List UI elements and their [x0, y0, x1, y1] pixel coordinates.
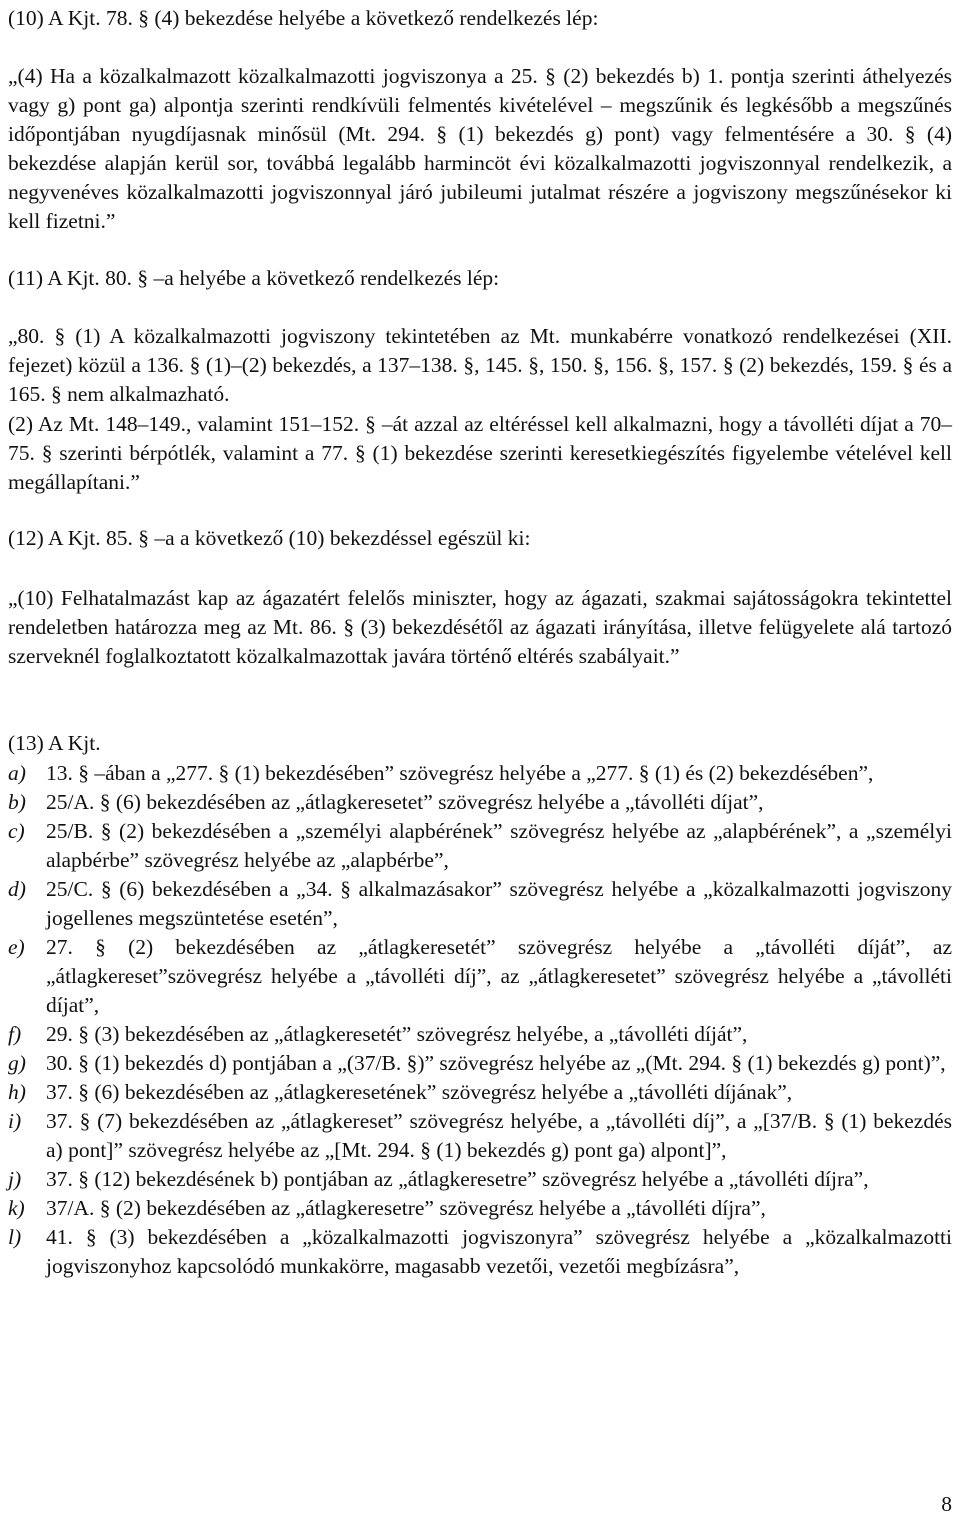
item-label: h) [8, 1080, 26, 1104]
item-label: a) [8, 761, 26, 785]
list-item [8, 759, 952, 788]
item-text: 37. § (6) bekezdésében az „átlagkeresetének” szövegrész helyébe a „távolléti díjának”, [46, 1080, 793, 1104]
item-label: c) [8, 819, 25, 843]
item-text: 30. § (1) bekezdés d) pontjában a „(37/B. §)” szövegrész helyébe az „(Mt. 294. § (1) bekezdés g) pont)”, [46, 1051, 946, 1075]
item-text: 25/B. § (2) bekezdésében a „személyi alapbérének” szövegrész helyébe az „alapbérének”, a „személyi alapbérbe” szövegrész helyébe az „alapbérbe”, [46, 819, 952, 872]
list-item [8, 817, 952, 875]
item-text: 29. § (3) bekezdésében az „átlagkeresetét” szövegrész helyébe, a „távolléti díját”, [46, 1022, 748, 1046]
section-11-heading: (11) A Kjt. 80. § –a helyébe a következő rendelkezés lép: [8, 266, 500, 290]
list-item [8, 1107, 952, 1165]
list-item [8, 1223, 952, 1281]
section-10-text: „(4) Ha a közalkalmazott közalkalmazotti jogviszonya a 25. § (2) bekezdés b) 1. pontja szerinti áthelyezés vagy g) pont ga) alpontja szerinti rendkívüli felmentés kivételével – megszűnik és legkésőbb a megszűnés időpontjában nyugdíjasnak minősül (Mt. 294. § (1) bekezdés g) pont) vagy felmentésére a 30. § (4) bekezdése alapján kerül sor, továbbá legalább harmincöt évi közalkalmazotti jogviszonnyal rendelkezik, a negyvenéves közalkalmazotti jogviszonnyal járó jubileumi jutalmat részére a jogviszony megszűnésekor ki kell fizetni.” [8, 64, 952, 233]
item-label: k) [8, 1196, 25, 1220]
section-12-heading: (12) A Kjt. 85. § –a a következő (10) bekezdéssel egészül ki: [8, 526, 531, 550]
list-item [8, 788, 952, 817]
list-item [8, 1165, 952, 1194]
list-item [8, 933, 952, 1020]
list-item [8, 1194, 952, 1223]
item-text: 27. § (2) bekezdésében az „átlagkeresetét” szövegrész helyébe a „távolléti díját”, az „átlagkereset”szövegrész helyébe a „távolléti díj”, az „átlagkeresetet” szövegrész helyébe a „távolléti díjat”, [46, 935, 952, 1017]
item-label: e) [8, 935, 25, 959]
section-12-text: „(10) Felhatalmazást kap az ágazatért felelős miniszter, hogy az ágazati, szakmai sajátosságokra tekintettel rendeletben határozza meg az Mt. 86. § (3) bekezdésétől az ágazati irányítása, illetve felügyelete alá tartozó szerveknél foglalkoztatott közalkalmazottak javára történő eltérés szabályait.” [8, 586, 952, 668]
item-label: j) [8, 1167, 22, 1191]
section-11-text-2: (2) Az Mt. 148–149., valamint 151–152. § –át azzal az eltéréssel kell alkalmazni, hogy a távolléti díjat a 70–75. § szerinti bérpótlék, valamint a 77. § (1) bekezdése szerinti keresetkiegészítés figyelembe vételével kell megállapítani.” [8, 412, 952, 494]
list-item [8, 1020, 952, 1049]
item-label: d) [8, 877, 26, 901]
list-item [8, 1078, 952, 1107]
section-11-text-1: „80. § (1) A közalkalmazotti jogviszony tekintetében az Mt. munkabérre vonatkozó rendelkezései (XII. fejezet) közül a 136. § (1)–(2) bekezdés, a 137–138. §, 145. §, 150. §, 156. §, 157. § (2) bekezdés, 159. § és a 165. § nem alkalmazható. [8, 324, 952, 406]
list-item [8, 875, 952, 933]
item-text: 41. § (3) bekezdésében a „közalkalmazotti jogviszonyra” szövegrész helyébe a „közalkalmazotti jogviszonyhoz kapcsolódó munkakörre, magasabb vezetői, vezetői megbízásra”, [46, 1225, 952, 1278]
item-label: b) [8, 790, 26, 814]
item-text: 37/A. § (2) bekezdésében az „átlagkeresetre” szövegrész helyébe a „távolléti díjra”, [46, 1196, 766, 1220]
item-label: f) [8, 1022, 22, 1046]
item-label: l) [8, 1225, 22, 1249]
amendment-list [8, 759, 952, 1281]
item-text: 37. § (12) bekezdésének b) pontjában az „átlagkeresetre” szövegrész helyébe a „távolléti díjra”, [46, 1167, 869, 1191]
item-label: i) [8, 1109, 22, 1133]
item-text: 25/A. § (6) bekezdésében az „átlagkeresetet” szövegrész helyébe a „távolléti díjat”, [46, 790, 764, 814]
item-text: 25/C. § (6) bekezdésében a „34. § alkalmazásakor” szövegrész helyébe a „közalkalmazotti jogviszony jogellenes megszüntetése esetén”, [46, 877, 952, 930]
item-text: 13. § –ában a „277. § (1) bekezdésében” szövegrész helyébe a „277. § (1) és (2) bekezdésében”, [46, 761, 874, 785]
item-label: g) [8, 1051, 26, 1075]
section-10-heading: (10) A Kjt. 78. § (4) bekezdése helyébe a következő rendelkezés lép: [8, 6, 599, 30]
page-number: 8 [941, 1492, 952, 1516]
list-item [8, 1049, 952, 1078]
item-text: 37. § (7) bekezdésében az „átlagkereset” szövegrész helyébe, a „távolléti díj”, a „[37/B. § (1) bekezdés a) pont]” szövegrész helyébe az „[Mt. 294. § (1) bekezdés g) pont ga) alpont]”, [46, 1109, 952, 1162]
section-13-heading: (13) A Kjt. [8, 731, 101, 755]
